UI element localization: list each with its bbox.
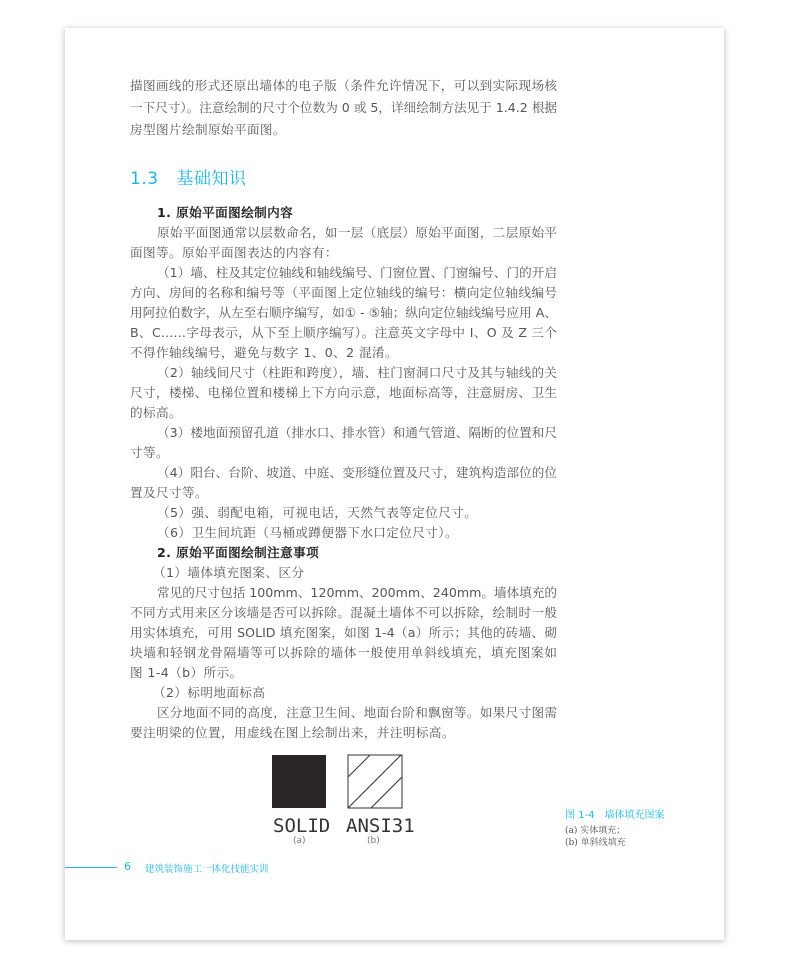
text-line: 用阿拉伯数字，从左至右顺序编写，如① - ⑤轴；纵向定位轴线编号应用 A、: [130, 305, 557, 320]
text-line: 图 1-4（b）所示。: [130, 665, 243, 680]
text-line: （3）楼地面预留孔道（排水口、排水管）和通气管道、隔断的位置和尺: [157, 425, 557, 440]
fill-pattern-figure: [270, 753, 410, 813]
section-heading: [130, 164, 247, 189]
text-line: 描图画线的形式还原出墙体的电子版（条件允许情况下，可以到实际现场核: [130, 78, 557, 93]
text-line: 方向、房间的名称和编号等（平面图上定位轴线的编号：横向定位轴线编号: [130, 285, 557, 300]
text-line: 房型图片绘制原始平面图。: [130, 122, 286, 137]
text-line: B、C……字母表示，从下至上顺序编写）。注意英文字母中 I、O 及 Z 三个: [130, 325, 557, 340]
text-line: 用实体填充，可用 SOLID 填充图案，如图 1-4（a）所示；其他的砖墙、砌: [130, 625, 557, 640]
book-title: 建筑装饰施工一体化技能实训: [145, 864, 269, 875]
text-line: 块墙和轻钢龙骨隔墙等可以拆除的墙体一般使用单斜线填充，填充图案如: [130, 645, 557, 660]
caption-b: (b) 单斜线填充: [565, 838, 626, 848]
ansi31-sublabel: (b): [367, 836, 380, 846]
ansi31-label: ANSI31: [346, 815, 415, 837]
text-line: （5）强、弱配电箱，可视电话，天然气表等定位尺寸。: [157, 505, 478, 520]
text-line: 不得作轴线编号，避免与数字 1、0、2 混淆。: [130, 345, 398, 360]
text-line: 尺寸，楼梯、电梯位置和楼梯上下方向示意，地面标高等，注意厨房、卫生: [130, 385, 557, 400]
text-line: 寸等。: [130, 445, 169, 460]
solid-pattern: [272, 755, 326, 808]
text-line: （1）墙体填充图案、区分: [153, 565, 305, 580]
text-line: 常见的尺寸包括 100mm、120mm、200mm、240mm。墙体填充的: [157, 585, 557, 600]
text-line: 不同方式用来区分该墙是否可以拆除。混凝土墙体不可以拆除，绘制时一般: [130, 605, 557, 620]
text-line: 区分地面不同的高度，注意卫生间、地面台阶和飘窗等。如果尺寸图需: [157, 705, 557, 720]
section-number: 1.3: [130, 169, 159, 189]
text-line: 要注明梁的位置，用虚线在图上绘制出来，并注明标高。: [130, 725, 455, 740]
text-line: （4）阳台、台阶、坡道、中庭、变形缝位置及尺寸，建筑构造部位的位: [157, 465, 557, 480]
caption-a: (a) 实体填充；: [565, 826, 626, 836]
text-line: （1）墙、柱及其定位轴线和轴线编号、门窗位置、门窗编号、门的开启: [157, 265, 557, 280]
section-title: 基础知识: [176, 169, 247, 189]
text-line: （2）标明地面标高: [153, 685, 266, 700]
text-line: 面图等。原始平面图表达的内容有：: [130, 245, 338, 260]
text-line: 置及尺寸等。: [130, 485, 208, 500]
figure-caption: 图 1-4 墙体填充图案: [565, 810, 665, 821]
text-line: （6）卫生间坑距（马桶或蹲便器下水口定位尺寸）。: [157, 525, 458, 540]
text-line: （2）轴线间尺寸（柱距和跨度），墙、柱门窗洞口尺寸及其与轴线的关: [157, 365, 557, 380]
text-line: 一下尺寸）。注意绘制的尺寸个位数为 0 或 5，详细绘制方法见于 1.4.2 根据: [130, 100, 557, 115]
subheading: 2. 原始平面图绘制注意事项: [157, 545, 320, 560]
page-number: 6: [124, 860, 131, 873]
ansi31-pattern: [348, 755, 402, 808]
footer-rule: [65, 867, 117, 868]
text-line: 原始平面图通常以层数命名，如一层（底层）原始平面图，二层原始平: [157, 225, 557, 240]
text-line: 的标高。: [130, 405, 182, 420]
solid-label: SOLID: [273, 815, 331, 837]
solid-sublabel: (a): [293, 836, 306, 846]
subheading: 1. 原始平面图绘制内容: [157, 205, 294, 220]
